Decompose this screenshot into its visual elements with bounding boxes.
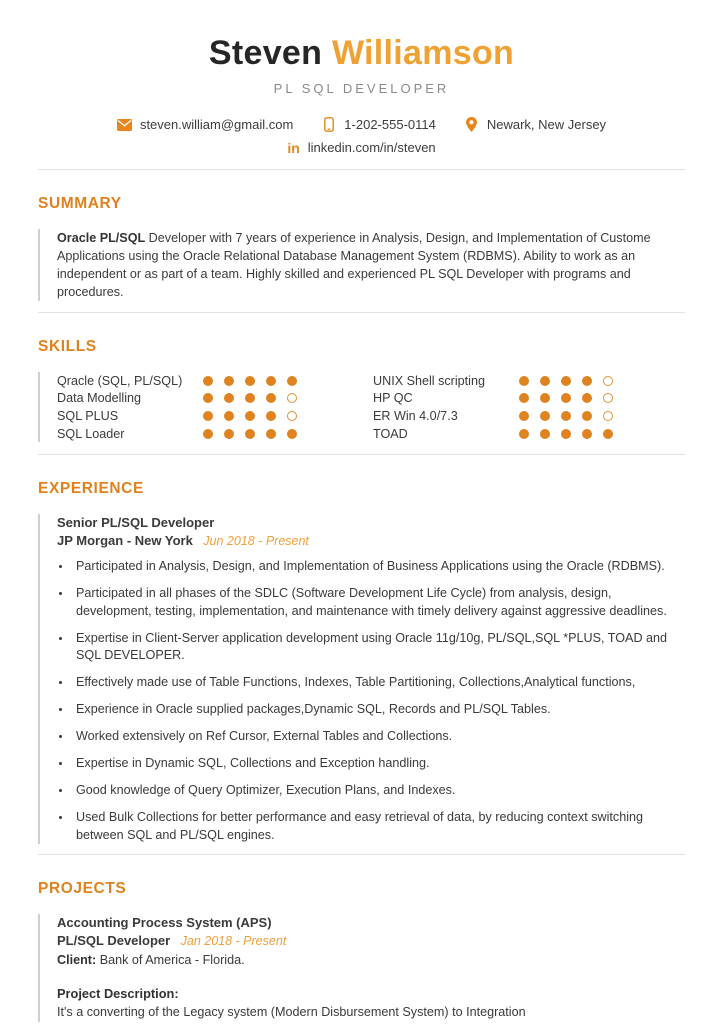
experience-bullet: • Used Bulk Collections for better performance and easy retrieval of data, by reducing context switching between SQL and PL/SQL engines. [72,809,685,844]
skill-dot-filled [287,429,297,439]
location-pin-icon [464,117,479,132]
experience-heading: EXPERIENCE [38,480,144,498]
skill-row [57,372,357,390]
job-company: JP Morgan - New York [57,533,193,549]
skills-heading: SKILLS [38,338,97,356]
projects-heading: PROJECTS [38,879,127,897]
skill-dot-filled [540,429,550,439]
job-role: Senior PL/SQL Developer [57,515,215,531]
skill-row [57,407,357,425]
skill-dot-filled [603,429,613,439]
projects-section [38,854,685,1022]
job-dates: Jun 2018 - Present [203,534,309,549]
skill-dot-filled [203,376,213,386]
skill-dot-filled [561,429,571,439]
project-client-line [57,952,685,970]
project-dates: Jan 2018 - Present [180,933,287,948]
first-name: Steven [208,34,323,72]
skill-row [57,425,357,443]
contact-phone [321,117,436,132]
resume-header [0,0,723,155]
skills-section [38,312,685,442]
experience-bullet: • Effectively made use of Table Functions, Indexes, Table Partitioning, Collections,Analytical functions, [72,674,685,692]
skill-dot-filled [266,393,276,403]
experience-bullet: • Expertise in Client-Server application development using Oracle 11g/10g, PL/SQL,SQL *PLUS, TOAD and SQL DEVELOPER. [72,630,685,665]
skills-column-left [57,372,357,442]
skill-dot-filled [266,376,276,386]
email-icon [117,117,132,132]
project-role: PL/SQL Developer [57,932,171,948]
skill-name: HP QC [373,391,413,406]
contact-row-secondary [0,140,723,155]
skill-dot-empty [603,393,613,403]
skill-dot-filled [540,376,550,386]
skill-dot-filled [245,411,255,421]
experience-bullet: • Participated in Analysis, Design, and Implementation of Business Applications using the Oracle (RDBMS). [72,558,685,576]
skill-dot-filled [582,393,592,403]
skill-dot-filled [519,376,529,386]
projects-content [38,914,685,1022]
linkedin-icon: in [287,139,300,156]
contact-location-text: Newark, New Jersey [486,117,607,133]
skill-dot-filled [203,393,213,403]
skill-rating [519,393,613,403]
experience-bullet: • Expertise in Dynamic SQL, Collections and Exception handling. [72,755,685,773]
skill-dot-filled [519,411,529,421]
skill-dot-filled [224,411,234,421]
experience-bullet: • Good knowledge of Query Optimizer, Execution Plans, and Indexes. [72,782,685,800]
job-company-line [57,532,685,550]
skill-dot-filled [245,393,255,403]
skill-dot-filled [540,411,550,421]
contact-linkedin [287,140,435,155]
skill-dot-filled [540,393,550,403]
skill-dot-filled [519,429,529,439]
skill-dot-filled [561,411,571,421]
skill-dot-filled [203,411,213,421]
experience-bullet: • Experience in Oracle supplied packages,Dynamic SQL, Records and PL/SQL Tables. [72,701,685,719]
contact-phone-text: 1-202-555-0114 [344,117,436,133]
skill-dot-filled [266,429,276,439]
skill-name: ER Win 4.0/7.3 [373,409,458,424]
skill-row [373,407,685,425]
last-name: Williamson [331,34,515,72]
skill-name: SQL PLUS [57,409,119,424]
experience-content [38,514,685,844]
job-title: PL SQL DEVELOPER [273,81,450,97]
project-name: Accounting Process System (APS) [57,914,272,930]
skill-dot-filled [245,429,255,439]
skill-dot-empty [603,376,613,386]
summary-content [38,229,685,301]
skills-content [38,372,685,442]
skill-dot-filled [203,429,213,439]
experience-bullet: • Participated in all phases of the SDLC (Software Development Life Cycle) from analysis, design, development, testing, implementation, and maintenance with timely delivery against aggressive deadlines. [72,585,685,620]
summary-body: Developer with 7 years of experience in Analysis, Design, and Implementation of Custome Applications using the Oracle Relational Database Management System (RDBMS). Ability to work as an independent or as part of a team. Highly skilled and experienced PL SQL Developer with programs and procedures. [57,231,651,300]
skill-dot-filled [561,393,571,403]
skill-rating [203,429,297,439]
summary-heading: SUMMARY [38,195,122,213]
project-client-label: Client: [57,952,97,967]
skill-dot-empty [287,393,297,403]
skill-dot-empty [287,411,297,421]
phone-icon [321,117,336,132]
skill-dot-filled [582,376,592,386]
skill-dot-filled [582,429,592,439]
project-description-label: Project Description: [57,986,179,1002]
skill-name: UNIX Shell scripting [373,373,485,388]
experience-section [38,454,685,844]
skill-rating [519,411,613,421]
skill-dot-filled [224,393,234,403]
summary-paragraph [57,229,685,301]
project-client-value: Bank of America - Florida. [99,952,245,967]
summary-lead: Oracle PL/SQL [57,231,146,246]
skill-dot-filled [245,376,255,386]
project-description: It's a converting of the Legacy system (Modern Disbursement System) to Integration [57,1005,526,1020]
skill-dot-filled [561,376,571,386]
skills-column-right [373,372,685,442]
project-role-line [57,932,685,950]
skill-row [373,425,685,443]
contact-location [464,117,606,132]
contact-email-text: steven.william@gmail.com [139,117,294,133]
skill-dot-filled [287,376,297,386]
skill-row [373,390,685,408]
skill-name: TOAD [373,426,408,441]
skill-dot-filled [519,393,529,403]
skill-dot-filled [266,411,276,421]
contact-email [117,117,293,132]
skill-dot-empty [603,411,613,421]
skill-rating [203,411,297,421]
skill-rating [519,376,613,386]
skill-name: Qracle (SQL, PL/SQL) [57,373,183,388]
skill-dot-filled [224,376,234,386]
contact-row-primary [0,117,723,132]
skill-row [373,372,685,390]
skill-rating [203,376,297,386]
skill-name: SQL Loader [57,426,125,441]
skill-row [57,390,357,408]
full-name [0,34,723,72]
skill-rating [203,393,297,403]
skill-rating [519,429,613,439]
experience-bullet-list [57,558,685,844]
skill-name: Data Modelling [57,391,142,406]
summary-section [38,169,685,301]
contact-linkedin-text: linkedin.com/in/steven [307,140,436,156]
skill-dot-filled [224,429,234,439]
skill-dot-filled [582,411,592,421]
experience-bullet: • Worked extensively on Ref Cursor, External Tables and Collections. [72,728,685,746]
